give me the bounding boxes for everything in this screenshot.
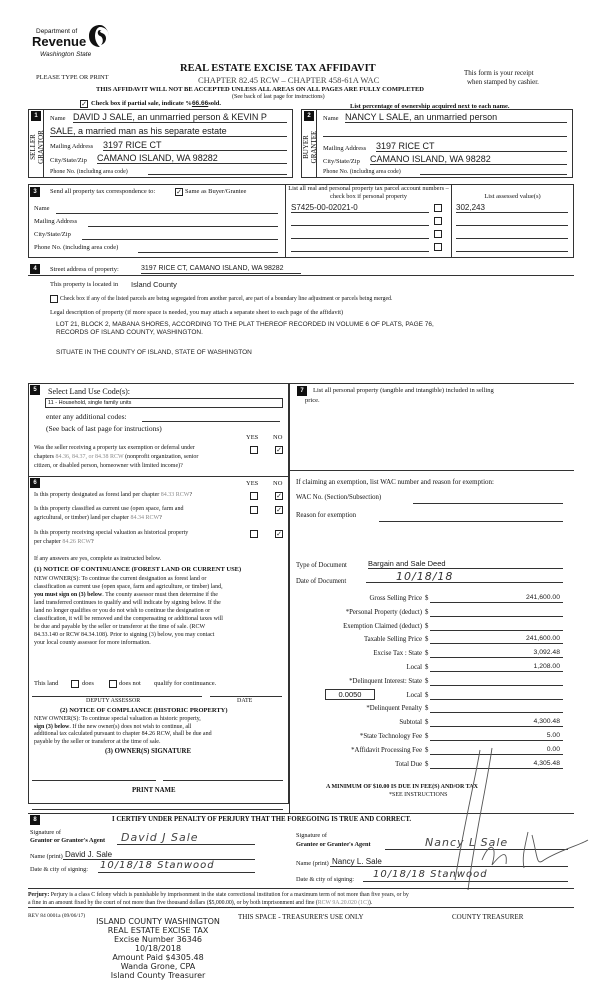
located-label: This property is located in [50,281,119,288]
section-6-number: 6 [30,478,40,488]
parcel-header: List all real and personal property tax parcel account numbers – check box if personal property [288,185,449,200]
money-label: Taxable Selling Price [363,636,422,644]
seller-phone-field[interactable] [148,166,287,175]
section-4-top [28,275,574,276]
section-6-top [28,476,289,477]
seller-address-field[interactable]: 3197 RICE CT [103,139,287,151]
currency-symbol: $ [425,664,429,671]
currency-symbol: $ [425,760,429,768]
county-field[interactable]: Island County [131,280,177,289]
money-value-field[interactable]: 1,208.00 [430,662,563,672]
money-value-field[interactable]: 241,600.00 [430,634,563,644]
s6-question-end: ? [159,515,162,521]
grantee-date-city-field[interactable]: 10/18/18 Stanwood [363,868,568,882]
land-use-code-select[interactable]: 11 - Household, single family units [45,398,283,408]
revenue-logo [28,24,128,64]
buyer-city-field[interactable]: CAMANO ISLAND, WA 98282 [370,153,567,165]
money-value-field[interactable] [430,607,563,617]
money-value-field[interactable] [430,703,563,713]
personal-property-checkbox[interactable] [434,243,442,251]
corr-city-label: City/State/Zip [34,231,71,238]
street-address-field[interactable]: 3197 RICE CT, CAMANO ISLAND, WA 98282 [141,264,301,274]
if-yes-note: If any answers are yes, complete as instructed below. [34,556,162,562]
segregated-label: Check box if any of the listed parcels are being segregated from another parcel, are part of a boundary line adjustment or parcels being merged. [60,296,393,302]
treasurer-space-label: THIS SPACE - TREASURER'S USE ONLY [238,913,364,921]
page-title: REAL ESTATE EXCISE TAX AFFIDAVIT [180,63,376,74]
q1-line2 [34,454,198,460]
county-treasurer-label: COUNTY TREASURER [452,913,524,921]
notice1-line: you must sign on (3) below. The county assessor must then determine if the [34,592,218,598]
stamp-line: ISLAND COUNTY WASHINGTON [96,917,220,926]
money-label: *Affidavit Processing Fee [351,746,422,754]
does-label: does [82,680,94,687]
buyer-address-field[interactable]: 3197 RICE CT [376,140,567,152]
perjury-title: Perjury: [28,892,50,898]
notice1-line: your local county assessor for more information. [34,640,151,646]
buyer-side-label [302,124,318,170]
grantor-date-city-field[interactable]: 10/18/18 Stanwood [98,859,255,873]
notice2-line: payable by the seller or transferor at the time of sale. [34,738,161,745]
money-value-field[interactable]: 4,300.48 [430,717,563,727]
grantor-label: GRANTOR [37,130,45,164]
doc-type-label: Type of Document [296,562,347,569]
money-value-field[interactable]: 4,305.48 [430,759,563,769]
assessed-value-field[interactable] [456,241,568,252]
s6-yes-checkbox[interactable] [250,492,258,500]
parcel-number-field[interactable] [291,215,429,226]
s6-question-end: ? [91,539,94,545]
perjury-underline [28,907,574,908]
s6-question-text2: agricultural, or timber) land per chapter [34,515,131,521]
grantor-name-field[interactable]: David J. Sale [63,849,255,860]
personal-property-checkbox[interactable] [434,204,442,212]
grantor-signature-field[interactable]: David J Sale [117,830,255,845]
seller-city-field[interactable]: CAMANO ISLAND, WA 98282 [97,152,287,164]
divider [285,184,286,258]
exemption-intro: If claiming an exemption, list WAC number and reason for exemption: [296,478,494,486]
wac-label: WAC No. (Section/Subsection) [296,494,382,501]
buyer-phone-field[interactable] [420,166,567,175]
currency-symbol: $ [425,622,429,630]
notice1-line: NEW OWNER(S): To continue the current designation as forest land or [34,576,207,582]
money-value-field[interactable] [430,690,563,700]
section5-see-back: (See back of last page for instructions) [46,424,162,433]
money-label: *Personal Property (deduct) [345,608,422,616]
deputy-assessor-line [32,696,202,697]
money-label: *State Technology Fee [359,733,422,740]
money-label: Subtotal [399,719,422,727]
buyer-address-label: Mailing Address [323,145,367,152]
section-4-number: 4 [30,264,40,274]
stamp-line: Wanda Grone, CPA [120,962,196,971]
print-name-line-1[interactable] [32,809,156,810]
section-1-number: 1 [31,111,41,121]
section-2-number: 2 [304,111,314,121]
buyer-city-label: City/State/Zip [323,158,360,165]
no-header: NO [273,434,283,441]
s6-yes-checkbox[interactable] [250,530,258,538]
grantee-signature-field[interactable]: Nancy L Sale [385,836,568,850]
grantor-sig-label1: Signature of [30,829,61,836]
money-value-field[interactable] [430,676,563,686]
corr-phone-label: Phone No. (including area code) [34,244,119,251]
warning-text: THIS AFFIDAVIT WILL NOT BE ACCEPTED UNLESS ALL AREAS ON ALL PAGES ARE FULLY COMPLETED [96,86,424,93]
footer-top [28,888,574,889]
local-rate-box[interactable]: 0.0050 [325,689,375,700]
stamp-line: 10/18/2018 [134,944,182,953]
currency-symbol: $ [425,650,429,658]
s6-question-text: Is this property receiving special valuation as historical property [34,530,189,536]
wac-field[interactable] [413,495,563,504]
date-line [210,696,282,697]
yes-header: YES [246,434,259,441]
s6-question-text2: per chapter [34,539,63,545]
money-value-field[interactable]: 5.00 [430,731,563,741]
seller-phone-label: Phone No. (including area code) [50,169,128,175]
doc-type-field[interactable]: Bargain and Sale Deed [368,558,563,569]
seller-label: SELLER [29,134,37,160]
grantee-sig-label1: Signature of [296,832,327,839]
buyer-phone-label: Phone No. (including area code) [323,169,401,175]
stamp-line: Island County Treasurer [110,971,206,980]
see-instructions: *SEE INSTRUCTIONS [389,792,448,798]
assessed-header: List assessed value(s) [484,193,541,200]
personal-property-checkbox[interactable] [434,230,442,238]
certify-statement: I CERTIFY UNDER PENALTY OF PERJURY THAT THE FOREGOING IS TRUE AND CORRECT. [112,816,412,823]
parcel-number-field[interactable]: S7425-00-02021-0 [291,202,429,213]
additional-codes-field[interactable] [142,413,280,422]
print-name-label: PRINT NAME [132,787,176,794]
money-label: *Delinquent Penalty [366,705,422,713]
q1-line1: Was the seller receiving a property tax exemption or deferral under [34,445,195,451]
section-5-top [28,383,574,384]
grantee-label: GRANTEE [310,130,318,164]
notice2-line: additional tax calculated pursuant to chapter 84.26 RCW, shall be due and [34,731,212,737]
deputy-assessor-label: DEPUTY ASSESSOR [86,698,141,704]
grantee-sig-label2: Grantee or Grantee's Agent [296,841,371,848]
currency-symbol: $ [425,677,429,685]
grantee-date-label: Date & city of signing: [296,876,355,883]
seller-name-line2[interactable]: SALE, a married man as his separate estate [50,125,287,137]
perjury-end: ). [368,900,373,906]
logo-dept: Department of [36,28,78,35]
chapter-reference: CHAPTER 82.45 RCW – CHAPTER 458-61A WAC [198,75,380,85]
personal-property-checkbox[interactable] [434,217,442,225]
buyer-name-label: Name [323,115,339,122]
money-label: Local [406,664,422,671]
corr-address-label: Mailing Address [34,218,78,225]
notice1-title: (1) NOTICE OF CONTINUANCE (FOREST LAND OR CURRENT USE) [34,566,242,573]
currency-symbol: $ [425,608,429,616]
s6-no-header: NO [273,480,283,487]
currency-symbol: $ [425,733,429,740]
s6-yes-header: YES [246,480,259,487]
notice1-line: classification as current use (open space, farm and agriculture, or timber) land, [34,584,223,590]
exemption-top [289,470,574,471]
owner-signature-line-2[interactable] [163,780,283,781]
doc-date-field[interactable]: 10/18/18 [366,570,563,583]
q1-no-checkbox[interactable]: ✓ [276,446,282,454]
perjury-notice [28,891,578,907]
seller-address-label: Mailing Address [50,143,94,150]
grantor-name-label: Name (print) [30,853,63,860]
currency-symbol: $ [425,595,429,602]
s6-rcw-link[interactable]: 84.26 RCW [62,539,91,545]
q1-yes-checkbox[interactable] [250,446,258,454]
perjury-rcw-link[interactable]: RCW 9A.20.020 (1C) [317,900,369,906]
logo-name: Revenue [32,34,87,49]
date-label: DATE [237,698,253,704]
s6-question-text: Is this property classified as current use (open space, farm and [34,506,184,512]
notice1-body [34,575,286,647]
notice1-line: be due and payable by the seller or transferor at the time of sale. (RCW [34,624,206,630]
ownership-note: List percentage of ownership acquired next to each name. [350,103,510,110]
this-land-label: This land [34,680,59,687]
corr-address-field[interactable] [88,218,278,227]
notice1-line: land transferred continues to qualify and will indicate by signing below. If the [34,600,221,606]
section-3-number: 3 [30,187,40,197]
personal-property-label2: price. [305,397,320,404]
send-correspondence-label: Send all property tax correspondence to: [50,188,156,195]
notice2-title: (2) NOTICE OF COMPLIANCE (HISTORIC PROPERTY) [60,707,228,714]
currency-symbol: $ [425,705,429,713]
corr-city-field[interactable] [82,231,278,240]
land-use-title: Select Land Use Code(s): [48,387,130,396]
grantee-name-label: Name (print) [296,860,329,867]
money-value-field[interactable]: 0.00 [430,745,563,755]
treasurer-stamp [88,917,228,980]
please-type-note: PLEASE TYPE OR PRINT [36,74,109,81]
s6-rcw-link[interactable]: 84.33 RCW [160,492,190,498]
grantee-name-field[interactable]: Nancy L. Sale [330,856,568,867]
receipt-note-1: This form is your receipt [464,69,534,77]
print-name-line-2[interactable] [143,809,283,810]
notice2-body [34,716,286,746]
owner-signature-line-1[interactable] [32,780,156,781]
s6-question-line [34,530,188,536]
partial-sale-text: Check box if partial sale, indicate % [91,100,192,107]
section-5-number: 5 [30,385,40,395]
currency-symbol: $ [425,691,429,699]
revision-code: REV 84 0001a (09/06/17) [28,913,86,919]
partial-sale-label [91,100,221,107]
s6-no-checkbox[interactable]: ✓ [276,506,282,514]
section-7-number: 7 [297,386,307,396]
same-as-buyer-checkbox[interactable]: ✓ [176,188,182,196]
parcel-number-field[interactable] [291,241,429,252]
s6-no-checkbox[interactable]: ✓ [276,530,282,538]
personal-property-label: List all personal property (tangible and intangible) included in selling [313,387,494,394]
q1-pre: chapters [34,454,56,460]
grantor-date-label: Date & city of signing: [30,866,89,873]
grantee-signature-scribble [420,740,590,900]
revenue-swirl-logo-icon [88,24,112,48]
legal-description-line3[interactable]: SITUATE IN THE COUNTY OF ISLAND, STATE OF WASHINGTON [56,349,252,356]
does-not-checkbox[interactable] [109,680,117,688]
assessed-value-field[interactable] [456,215,568,226]
partial-sale-percent[interactable]: 66.66 [191,100,209,107]
stamp-line: Excise Number 36346 [113,935,203,944]
partial-sale-suffix: sold. [208,100,222,107]
s6-no-checkbox[interactable]: ✓ [276,492,282,500]
s6-yes-checkbox[interactable] [250,506,258,514]
legal-description-line1[interactable]: LOT 21, BLOCK 2, MABANA SHORES, ACCORDING TO THE PLAT THEREOF RECORDED IN VOLUME 6 OF PLATS, PAGE 76, [56,321,434,328]
stamp-line: Amount Paid $4305.48 [112,953,204,962]
additional-codes-label: enter any additional codes: [46,412,127,421]
currency-symbol: $ [425,746,429,754]
qualify-label: qualify for continuance. [154,680,217,687]
corr-name-field[interactable] [56,205,278,214]
q1-rcw-link[interactable]: 84.36, 84.37, or 84.38 RCW [55,454,124,460]
see-back-note: (See back of last page for instructions) [232,94,325,100]
buyer-name-line1[interactable]: NANCY L SALE, an unmarried person [345,111,567,123]
money-label: Local [406,691,422,699]
s6-rcw-link[interactable]: 84.34 RCW [130,515,160,521]
money-label: Exemption Claimed (deduct) [343,622,422,630]
personal-property-field[interactable] [300,406,568,466]
money-label: *Delinquent Interest: State [349,677,422,685]
q1-line3: citizen, or disabled person, homeowner with limited income)? [34,463,183,469]
s6-question-line [34,506,183,512]
segregated-checkbox[interactable] [50,295,58,303]
money-label: Excise Tax : State [373,650,422,658]
money-label: Total Due [395,760,422,768]
currency-symbol: $ [425,719,429,727]
q1-post: (nonprofit organization, senior [123,454,199,460]
buyer-name-line2[interactable] [323,125,567,137]
parcel-number-field[interactable] [291,228,429,239]
notice1-line: classification, it will be removed and the compensating or additional taxes will [34,616,223,622]
legal-description-line2[interactable]: RECORDS OF ISLAND COUNTY, WASHINGTON. [56,329,203,336]
reason-field[interactable] [379,513,563,522]
legal-description-label: Legal description of property (if more space is needed, you may attach a separate sheet to each page of the affidavit) [50,309,344,316]
seller-name-line1[interactable]: DAVID J SALE, an unmarried person & KEVIN P [73,111,287,123]
s6-question-text: Is this property designated as forest land per chapter [34,492,161,498]
does-not-label: does not [119,680,141,687]
grantor-sig-label2: Grantor or Grantor's Agent [30,837,106,844]
does-checkbox[interactable] [71,680,79,688]
money-value-field[interactable]: 3,092.48 [430,648,563,658]
street-label: Street address of property: [50,266,119,273]
stamp-line: REAL ESTATE EXCISE TAX [107,926,209,935]
seller-name-label: Name [50,115,66,122]
same-as-buyer-label: Same as Buyer/Grantee [185,188,247,195]
minimum-note: A MINIMUM OF $10.00 IS DUE IN FEE(S) AND/OR TAX [326,784,478,790]
buyer-label: BUYER [302,135,310,159]
notice1-line: land no longer qualifies or you do not wish to continue the designation or [34,608,211,614]
notice1-line: 84.33.140 or RCW 84.34.108). Prior to signing (3) below, you may contact [34,632,215,638]
reason-label: Reason for exemption [296,512,357,519]
section-7-divider [289,383,290,813]
s6-question-line [34,539,94,545]
s6-question-line [34,492,192,498]
corr-phone-field[interactable] [138,244,278,253]
money-value-field[interactable] [430,621,563,631]
doc-date-label: Date of Document [296,578,347,585]
corr-name-label: Name [34,205,50,212]
perjury-text: Perjury is a class C felony which is punishable by imprisonment in the state correctional institution for a maximum term of not more than five years, or by [49,892,409,898]
owner-signature-label: (3) OWNER(S) SIGNATURE [105,748,191,755]
section-8-number: 8 [30,815,40,825]
notice2-line: NEW OWNER(S): To continue special valuation as historic property, [34,716,201,722]
logo-state: Washington State [40,51,92,58]
partial-sale-checkbox[interactable]: ✓ [81,100,87,108]
assessed-value-field[interactable] [456,228,568,239]
seller-side-label [29,124,45,170]
assessed-value-field[interactable]: 302,243 [456,202,568,213]
receipt-note-2: when stamped by cashier. [467,78,539,86]
currency-symbol: $ [425,636,429,644]
money-value-field[interactable]: 241,600.00 [430,593,563,603]
seller-city-label: City/State/Zip [50,157,87,164]
notice2-line: sign (3) below. If the new owner(s) does not wish to continue, all [34,723,192,730]
money-label: Gross Selling Price [369,595,422,602]
s6-question-line [34,515,162,521]
perjury-text2: a fine in an amount fixed by the court of not more than five thousand dollars ($5,000.00), or by both imprisonment and fine ( [28,900,318,906]
s6-question-end: ? [189,492,193,498]
